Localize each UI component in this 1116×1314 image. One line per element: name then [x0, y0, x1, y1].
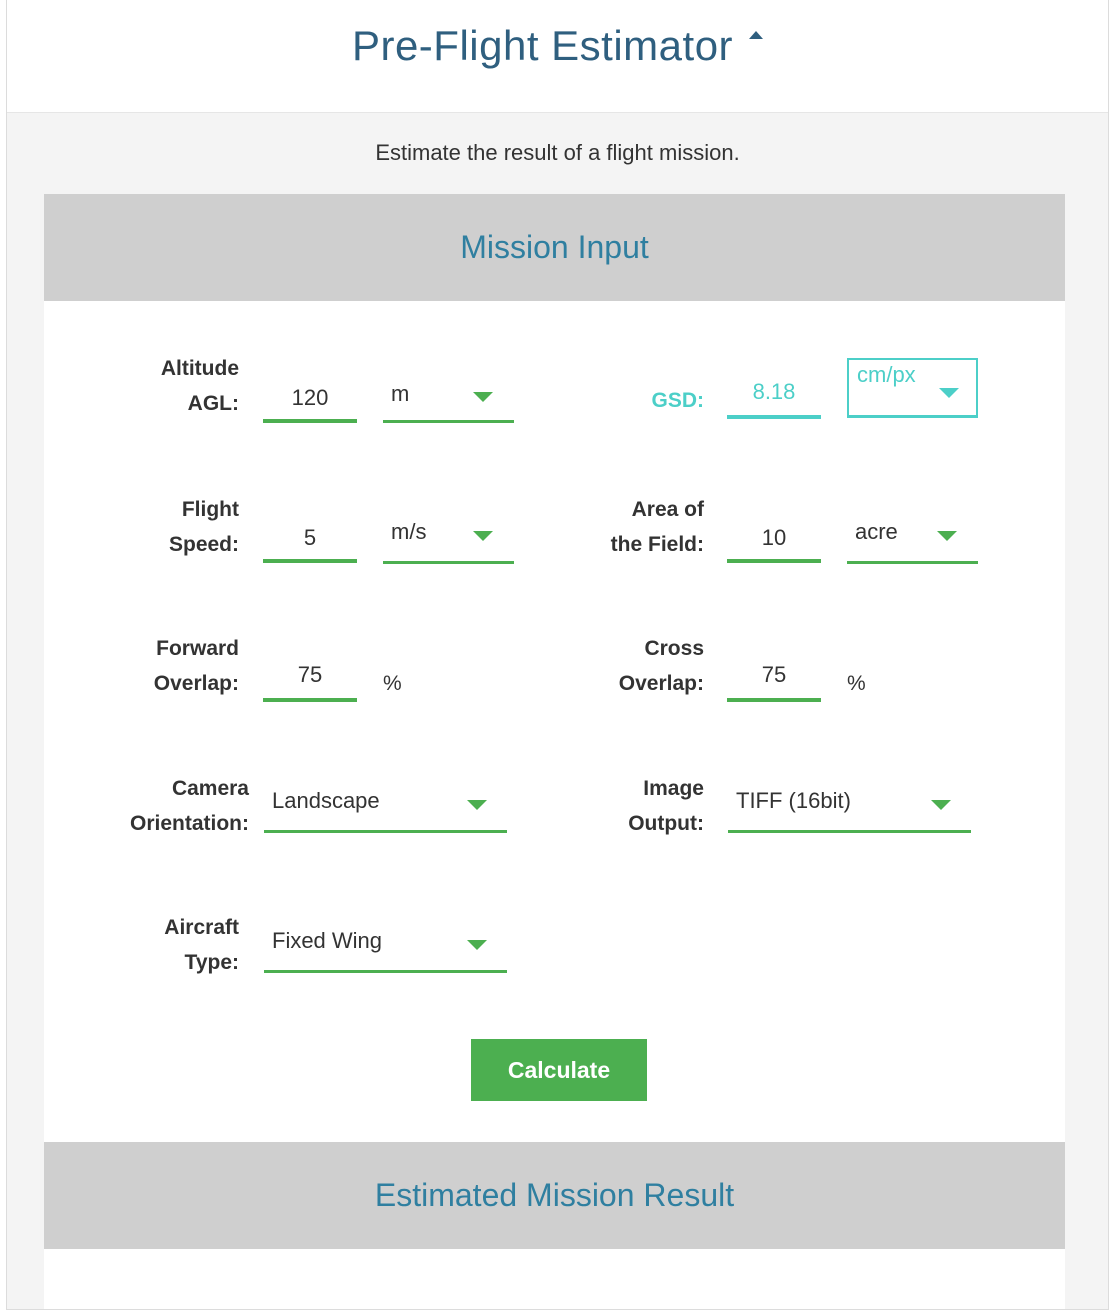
flight-speed-unit-select[interactable] [383, 515, 514, 564]
triangle-down-icon [939, 388, 959, 398]
page-title-text: Pre-Flight Estimator [351, 22, 734, 69]
altitude-input[interactable]: 120 [263, 380, 357, 423]
flight-speed-input[interactable]: 5 [263, 519, 357, 563]
forward-overlap-unit: % [383, 672, 402, 695]
camera-orientation-label [87, 771, 249, 841]
cross-overlap-label-line1: Cross [644, 637, 704, 660]
calculate-button[interactable]: Calculate [471, 1039, 647, 1101]
triangle-down-icon [467, 800, 487, 810]
mission-input-card [44, 301, 1065, 1142]
result-card [44, 1249, 1065, 1310]
aircraft-type-label [87, 910, 239, 980]
image-output-value: TIFF (16bit) [736, 788, 851, 813]
panel-header[interactable] [7, 0, 1108, 113]
area-label-line1: Area of [631, 498, 704, 521]
forward-overlap-input[interactable]: 75 [263, 658, 357, 702]
gsd-label-text: GSD: [651, 389, 704, 412]
flight-speed-label-line1: Flight [181, 498, 239, 521]
cross-overlap-unit: % [847, 672, 866, 695]
altitude-unit-select[interactable] [383, 376, 514, 423]
triangle-down-icon [931, 800, 951, 810]
area-label-line2: the Field: [610, 533, 704, 556]
triangle-down-icon [473, 531, 493, 541]
forward-overlap-label-line2: Overlap: [153, 672, 239, 695]
gsd-label [567, 383, 704, 418]
cross-overlap-label-line2: Overlap: [618, 672, 704, 695]
altitude-label-line2: AGL: [187, 392, 239, 415]
subtitle: Estimate the result of a flight mission. [375, 140, 740, 165]
gsd-input[interactable]: 8.18 [727, 376, 821, 419]
aircraft-type-label-line1: Aircraft [164, 916, 239, 939]
cross-overlap-label [552, 631, 704, 701]
altitude-unit-value: m [391, 381, 410, 406]
aircraft-type-value: Fixed Wing [272, 928, 383, 953]
camera-orientation-value: Landscape [272, 788, 380, 813]
image-output-label-line2: Output: [628, 812, 704, 835]
page-title[interactable] [7, 22, 1108, 70]
mission-input-heading: Mission Input [44, 194, 1065, 301]
estimator-panel [6, 0, 1109, 1310]
triangle-down-icon [473, 392, 493, 402]
aircraft-type-label-line2: Type: [184, 951, 239, 974]
forward-overlap-label [87, 631, 239, 701]
triangle-down-icon [937, 531, 957, 541]
flight-speed-label [87, 492, 239, 562]
camera-orientation-label-line1: Camera [171, 777, 249, 800]
altitude-label-line1: Altitude [160, 357, 239, 380]
area-label [552, 492, 704, 562]
gsd-unit-value: cm/px [857, 362, 916, 387]
forward-overlap-label-line1: Forward [156, 637, 239, 660]
caret-up-icon[interactable] [749, 31, 763, 39]
flight-speed-unit-value: m/s [391, 519, 427, 544]
result-heading: Estimated Mission Result [44, 1142, 1065, 1249]
altitude-label [87, 351, 239, 421]
area-unit-select[interactable] [847, 515, 978, 564]
image-output-label [552, 771, 704, 841]
image-output-label-line1: Image [643, 777, 704, 800]
triangle-down-icon [467, 940, 487, 950]
camera-orientation-label-line2: Orientation: [130, 812, 249, 835]
cross-overlap-input[interactable]: 75 [727, 658, 821, 702]
flight-speed-label-line2: Speed: [168, 533, 239, 556]
area-input[interactable]: 10 [727, 519, 821, 563]
area-unit-value: acre [855, 519, 898, 544]
